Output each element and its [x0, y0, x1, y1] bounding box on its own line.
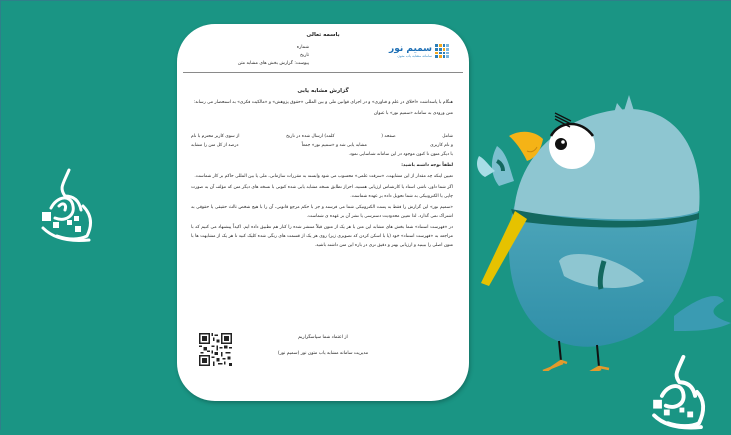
bird-mascot-icon	[469, 91, 731, 371]
closing-text: از اعتماد شما سپاسگزاریم	[298, 335, 348, 340]
similarity-report-document	[177, 24, 469, 401]
input-text-line: متن ورودی به سامانه «سمیم نور» با عنوان	[373, 111, 453, 116]
body-paragraph: با دیگر متون تا کنون موجود در این سامانه شناسایی نمود.	[348, 152, 453, 157]
fill-text: و نام کاربری	[430, 143, 453, 148]
document-header	[177, 24, 469, 74]
body-paragraph: تعیین اینکه چه مقدار از این مشابهت، «سرقت علمی» محسوب می شود وابسته به مقررات سازمانی، ملی یا بین المللی حاکم بر کار شماست.	[194, 174, 453, 179]
logo-subtitle: سامانه مشابه یاب متون	[397, 54, 432, 58]
calligraphy-logo-bottom-right-icon	[641, 353, 716, 431]
document-meta	[238, 44, 309, 68]
samim-noor-grid-icon	[435, 44, 449, 58]
qr-code-icon	[199, 333, 232, 366]
attention-note: لطفاً توجه داشته باشید:	[401, 163, 453, 168]
fill-text: مشابه یابی شد و «سمیم نور» جمعاً	[301, 143, 367, 148]
intro-paragraph: هنگام با پاسداشت «اخلاق در علم و فناوری» و در اجرای قوانین ملی و بین المللی «حقوق پژوهش» و «مالکیت فکری» به استحضار می رساند:	[193, 100, 453, 105]
report-title: گزارش مشابه یابی	[297, 88, 349, 94]
samim-noor-logo	[389, 44, 449, 58]
fill-text: صفحه (	[381, 134, 396, 139]
fill-text: درصد از کل متن را مشابه	[191, 143, 239, 148]
fill-text: کلمه) ارسال شده در تاریخ	[286, 134, 335, 139]
logo-name: سمیم نور	[389, 44, 432, 54]
signature-text: مدیریت سامانه مشابه یاب متون نور (سمیم نور)	[277, 351, 369, 356]
calligraphy-logo-left-icon	[39, 166, 97, 246]
number-label: شماره	[296, 45, 309, 50]
basmala: باسمه تعالی	[306, 32, 340, 38]
date-label: تاریخ	[300, 53, 309, 58]
attachment-label: پیوست: گزارش بخش های مشابه متن	[237, 61, 309, 66]
fill-text: از سوی کاربر محترم با نام	[191, 134, 240, 139]
body-paragraph: اگر شما داور، ناشر، استاد یا کارشناس ارزیابی هستید، احراز تطابق نسخه مشابه یابی شده کنونی با نسخه های دیگر متن که مؤلف آن به صورت چاپی یا الکترونیکی به شما تحویل داده بر عهده شماست.	[191, 185, 453, 199]
body-paragraph: «سمیم نور» این گزارش را فقط به پست الکترونیکی شما می فرستد و جز با حکم مرجع قانونی، آن را با هیچ شخص ثالث حقیقی یا حقوقی به اشتراک نمی گذارد. لذا تعیین محدودیت دسترسی یا نشر آن بر عهده ی شماست.	[191, 205, 453, 219]
header-divider	[183, 72, 463, 73]
body-paragraph: در «فهرست استناد» شما بخش های مشابه این متن با هر یک از متون قبلاً منتشر شده را کنار هم تطبیق داده ایم. اکیداً پیشنهاد می کنیم که با مراجعه به «فهرست استناد» خود (یا با اسکن کردن کد تصویری زیر) روی هر یک از قسمت های رنگی شده کلیک کنید تا هر یک از مشابهت ها با متون اصلی را ببینید و ارزیابی بهتر و دقیق تری در باره این متن داشته باشید.	[191, 225, 453, 248]
fill-row-2	[191, 141, 453, 150]
report-body	[177, 94, 469, 250]
fill-row-1	[191, 132, 453, 141]
fill-text: شامل	[442, 134, 453, 139]
